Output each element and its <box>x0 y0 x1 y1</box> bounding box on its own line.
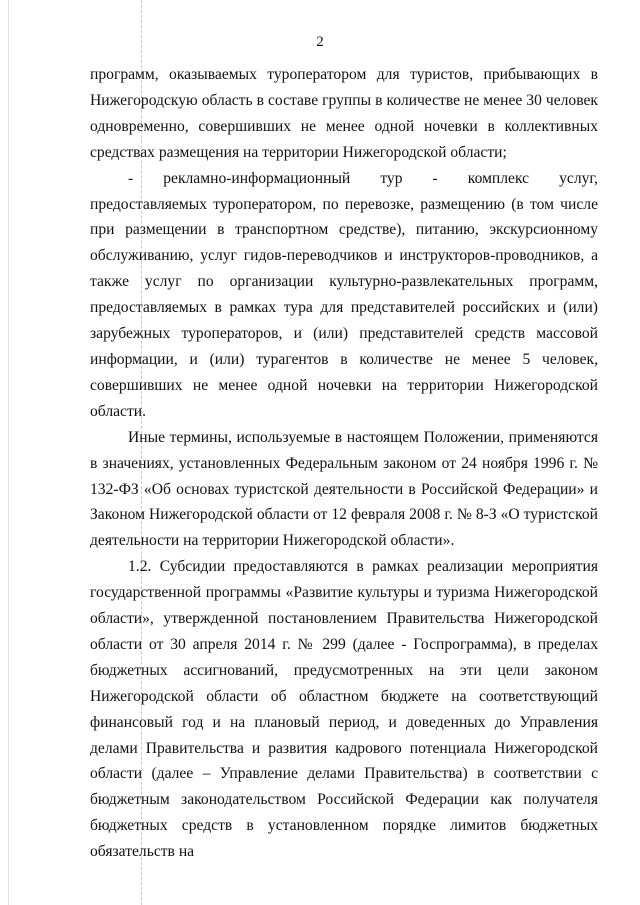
document-body <box>90 62 598 865</box>
paragraph-promo-tour-first-line <box>90 166 598 192</box>
term-word: услуг, <box>559 169 598 187</box>
scan-edge-line <box>8 0 9 905</box>
paragraph-promo-tour-definition: предоставляемых туроператором, по перевозке, размещению (в том числе при размещении в транспортном средстве), питанию, экскурсионному обслуживанию, услуг гидов-переводчиков и инструкторов-проводников, а также услуг по организации культурно-развлекательных программ, предоставляемых в рамках тура для представителей российских и (или) зарубежных туроператоров, и (или) представителей средств массовой информации, и (или) турагентов в количестве не менее 5 человек, совершивших не менее одной ночевки на территории Нижегородской области. <box>90 195 598 420</box>
term-word: тур <box>380 169 403 187</box>
term-word: рекламно-информационный <box>163 169 351 187</box>
paragraph-section-1-2: 1.2. Субсидии предоставляются в рамках реализации мероприятия государственной программы «Развитие культуры и туризма Нижегородской области», утвержденной постановлением Правительства Нижегородской области от 30 апреля 2014 г. № 299 (далее - Госпрограмма), в пределах бюджетных ассигнований, предусмотренных на эти цели законом Нижегородской области об областном бюджете на соответствующий финансовый год и на плановый период, и доведенных до Управления делами Правительства и развития кадрового потенциала Нижегородской области (далее – Управление делами Правительства) в соответствии с бюджетным законодательством Российской Федерации как получателя бюджетных средств в установленном порядке лимитов бюджетных обязательств на <box>90 558 598 861</box>
term-word: комплекс <box>467 169 530 187</box>
term-dash: - <box>432 169 438 187</box>
paragraph-other-terms: Иные термины, используемые в настоящем Положении, применяются в значениях, установленных Федеральным законом от 24 ноября 1996 г. № 132-ФЗ «Об основах туристской деятельности в Российской Федерации» и Законом Нижегородской области от 12 февраля 2008 г. № 8-З «О туристской деятельности на территории Нижегородской области». <box>90 428 598 550</box>
paragraph-tour-definition-end: программ, оказываемых туроператором для туристов, прибывающих в Нижегородскую область в составе группы в количестве не менее 30 человек одновременно, совершивших не менее одной ночевки в коллективных средствах размещения на территории Нижегородской области; <box>90 66 598 161</box>
page-number: 2 <box>316 34 324 50</box>
list-dash: - <box>128 169 134 187</box>
